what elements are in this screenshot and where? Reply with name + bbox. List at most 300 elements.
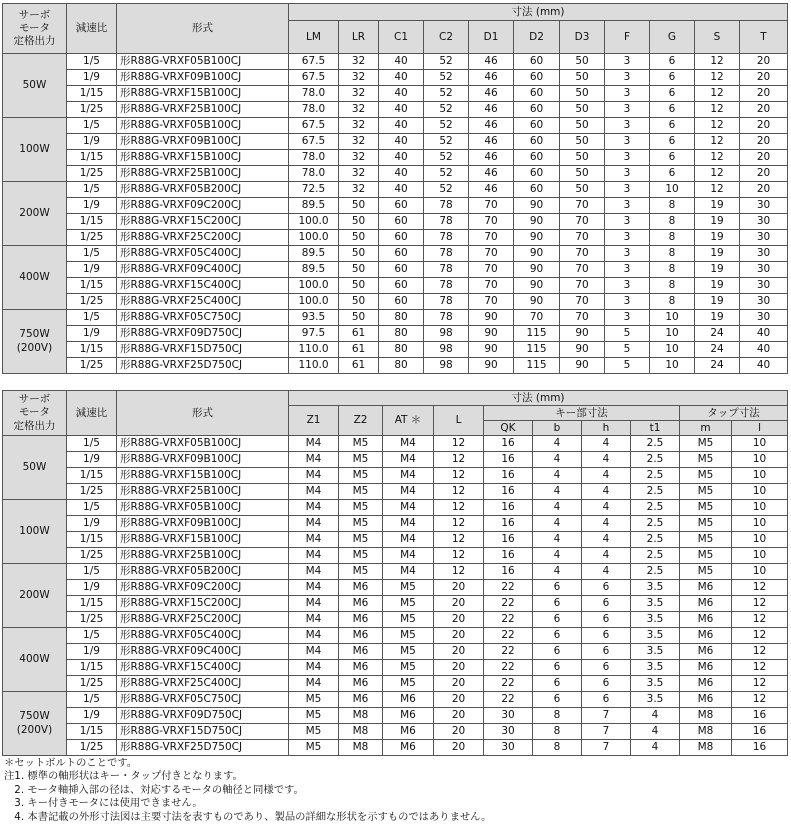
table-row xyxy=(3,548,788,564)
value-cell: 12 xyxy=(695,166,740,182)
value-cell: M5 xyxy=(680,436,732,452)
value-cell: 12 xyxy=(732,612,788,628)
ratio-cell: 1/5 xyxy=(67,182,117,198)
value-cell: 3.5 xyxy=(631,692,680,708)
value-cell: M5 xyxy=(339,548,383,564)
footnote-2: 2. モータ軸挿入部の径は、対応するモータの軸径と同様です。 xyxy=(4,783,304,796)
value-cell: 12 xyxy=(732,580,788,596)
value-cell: 12 xyxy=(732,676,788,692)
value-cell: M6 xyxy=(680,692,732,708)
value-cell: 20 xyxy=(740,166,788,182)
value-cell: 61 xyxy=(339,342,379,358)
value-cell: 4 xyxy=(631,740,680,756)
value-cell: 20 xyxy=(740,182,788,198)
value-cell: 4 xyxy=(533,532,582,548)
value-cell: 30 xyxy=(740,294,788,310)
model-cell: 形R88G-VRXF25D750CJ xyxy=(117,358,289,374)
model-cell: 形R88G-VRXF25C400CJ xyxy=(117,294,289,310)
value-cell: 10 xyxy=(732,436,788,452)
value-cell: 80 xyxy=(379,358,424,374)
ratio-cell: 1/25 xyxy=(67,102,117,118)
value-cell: 12 xyxy=(695,70,740,86)
value-cell: 40 xyxy=(379,118,424,134)
value-cell: M5 xyxy=(339,564,383,580)
value-cell: 70 xyxy=(560,310,605,326)
value-cell: 6 xyxy=(650,134,695,150)
table-row xyxy=(3,230,788,246)
value-cell: 8 xyxy=(533,724,582,740)
value-cell: 12 xyxy=(695,134,740,150)
value-cell: 78 xyxy=(424,262,469,278)
value-cell: 50 xyxy=(560,166,605,182)
model-cell: 形R88G-VRXF09C400CJ xyxy=(117,644,289,660)
ratio-cell: 1/5 xyxy=(67,310,117,326)
value-cell: 30 xyxy=(740,310,788,326)
value-cell: 46 xyxy=(469,86,514,102)
value-cell: 90 xyxy=(514,278,560,294)
dimensions-table-1 xyxy=(2,3,788,374)
value-cell: 19 xyxy=(695,294,740,310)
value-cell: 4 xyxy=(533,484,582,500)
value-cell: 52 xyxy=(424,182,469,198)
ratio-cell: 1/5 xyxy=(67,500,117,516)
value-cell: M4 xyxy=(289,644,339,660)
value-cell: M5 xyxy=(383,596,434,612)
table-row xyxy=(3,182,788,198)
value-cell: M6 xyxy=(339,676,383,692)
value-cell: 3 xyxy=(605,118,650,134)
header-col-d3: D3 xyxy=(560,21,605,54)
header-col-g: G xyxy=(650,21,695,54)
value-cell: M6 xyxy=(339,660,383,676)
servo-output-cell: 100W xyxy=(3,118,67,182)
value-cell: 16 xyxy=(484,468,533,484)
value-cell: 78.0 xyxy=(289,102,339,118)
model-cell: 形R88G-VRXF05B100CJ xyxy=(117,118,289,134)
table-row xyxy=(3,612,788,628)
table-row xyxy=(3,596,788,612)
value-cell: M5 xyxy=(383,628,434,644)
value-cell: 78.0 xyxy=(289,86,339,102)
model-cell: 形R88G-VRXF05B100CJ xyxy=(117,54,289,70)
model-cell: 形R88G-VRXF15B100CJ xyxy=(117,468,289,484)
value-cell: 50 xyxy=(560,118,605,134)
value-cell: 70 xyxy=(469,214,514,230)
table-row xyxy=(3,294,788,310)
value-cell: 6 xyxy=(533,676,582,692)
value-cell: 12 xyxy=(434,436,484,452)
header-model: 形式 xyxy=(117,4,289,54)
value-cell: 78 xyxy=(424,246,469,262)
table-row xyxy=(3,628,788,644)
value-cell: M6 xyxy=(680,596,732,612)
table-row xyxy=(3,54,788,70)
ratio-cell: 1/5 xyxy=(67,118,117,134)
value-cell: 6 xyxy=(582,692,631,708)
header-at: AT ＊ xyxy=(383,406,434,436)
value-cell: 46 xyxy=(469,70,514,86)
value-cell: 12 xyxy=(695,182,740,198)
ratio-cell: 1/25 xyxy=(67,676,117,692)
value-cell: M6 xyxy=(339,692,383,708)
value-cell: M4 xyxy=(383,452,434,468)
value-cell: 3 xyxy=(605,262,650,278)
value-cell: 78 xyxy=(424,278,469,294)
value-cell: M6 xyxy=(680,676,732,692)
value-cell: 20 xyxy=(434,740,484,756)
value-cell: 10 xyxy=(650,182,695,198)
value-cell: 6 xyxy=(650,118,695,134)
value-cell: 40 xyxy=(379,166,424,182)
value-cell: M4 xyxy=(383,484,434,500)
value-cell: 70 xyxy=(560,294,605,310)
value-cell: M5 xyxy=(339,532,383,548)
value-cell: 90 xyxy=(514,198,560,214)
header-col-d1: D1 xyxy=(469,21,514,54)
model-cell: 形R88G-VRXF09B100CJ xyxy=(117,516,289,532)
value-cell: 50 xyxy=(560,86,605,102)
value-cell: 3 xyxy=(605,294,650,310)
value-cell: M8 xyxy=(680,708,732,724)
value-cell: M8 xyxy=(680,724,732,740)
value-cell: 110.0 xyxy=(289,342,339,358)
footnote-4: 4. 本書記載の外形寸法図は主要寸法を表すものであり、製品の詳細な形状を示すものではありません。 xyxy=(4,810,492,823)
value-cell: 40 xyxy=(740,342,788,358)
model-cell: 形R88G-VRXF25B100CJ xyxy=(117,548,289,564)
ratio-cell: 1/9 xyxy=(67,708,117,724)
value-cell: 90 xyxy=(469,358,514,374)
value-cell: M5 xyxy=(680,516,732,532)
value-cell: M5 xyxy=(289,724,339,740)
value-cell: 30 xyxy=(484,708,533,724)
value-cell: 46 xyxy=(469,54,514,70)
value-cell: 12 xyxy=(732,692,788,708)
value-cell: 93.5 xyxy=(289,310,339,326)
value-cell: M5 xyxy=(289,740,339,756)
value-cell: 4 xyxy=(533,564,582,580)
value-cell: M5 xyxy=(680,468,732,484)
model-cell: 形R88G-VRXF09B100CJ xyxy=(117,134,289,150)
model-cell: 形R88G-VRXF25D750CJ xyxy=(117,740,289,756)
value-cell: 40 xyxy=(379,182,424,198)
value-cell: 8 xyxy=(533,740,582,756)
value-cell: M4 xyxy=(289,580,339,596)
header-key-dims: キー部寸法 xyxy=(484,406,680,421)
value-cell: 89.5 xyxy=(289,198,339,214)
value-cell: 78 xyxy=(424,198,469,214)
value-cell: 20 xyxy=(740,70,788,86)
ratio-cell: 1/25 xyxy=(67,358,117,374)
value-cell: M4 xyxy=(289,500,339,516)
model-cell: 形R88G-VRXF09B100CJ xyxy=(117,452,289,468)
value-cell: M6 xyxy=(383,708,434,724)
value-cell: 6 xyxy=(533,580,582,596)
value-cell: 6 xyxy=(650,102,695,118)
value-cell: 5 xyxy=(605,358,650,374)
value-cell: 16 xyxy=(732,724,788,740)
table-row xyxy=(3,198,788,214)
table-row xyxy=(3,468,788,484)
value-cell: 90 xyxy=(514,214,560,230)
value-cell: 19 xyxy=(695,310,740,326)
value-cell: M4 xyxy=(289,468,339,484)
value-cell: 2.5 xyxy=(631,516,680,532)
value-cell: 30 xyxy=(740,230,788,246)
table-row xyxy=(3,150,788,166)
value-cell: M6 xyxy=(680,580,732,596)
table-row xyxy=(3,452,788,468)
value-cell: 80 xyxy=(379,326,424,342)
value-cell: 19 xyxy=(695,214,740,230)
header-col-d2: D2 xyxy=(514,21,560,54)
header-tap-m: m xyxy=(680,421,732,436)
value-cell: 4 xyxy=(582,532,631,548)
ratio-cell: 1/5 xyxy=(67,628,117,644)
value-cell: M4 xyxy=(289,532,339,548)
value-cell: M4 xyxy=(289,612,339,628)
value-cell: 32 xyxy=(339,70,379,86)
value-cell: 12 xyxy=(434,452,484,468)
value-cell: 4 xyxy=(582,468,631,484)
value-cell: 20 xyxy=(434,676,484,692)
value-cell: 60 xyxy=(379,278,424,294)
value-cell: 40 xyxy=(379,86,424,102)
value-cell: 78.0 xyxy=(289,166,339,182)
value-cell: 6 xyxy=(582,676,631,692)
ratio-cell: 1/25 xyxy=(67,612,117,628)
value-cell: 6 xyxy=(582,596,631,612)
value-cell: 10 xyxy=(650,310,695,326)
value-cell: 22 xyxy=(484,580,533,596)
value-cell: 8 xyxy=(650,230,695,246)
value-cell: 52 xyxy=(424,166,469,182)
model-cell: 形R88G-VRXF15B100CJ xyxy=(117,150,289,166)
value-cell: 3 xyxy=(605,278,650,294)
ratio-cell: 1/15 xyxy=(67,214,117,230)
value-cell: 30 xyxy=(740,246,788,262)
model-cell: 形R88G-VRXF15C200CJ xyxy=(117,596,289,612)
value-cell: 70 xyxy=(514,310,560,326)
value-cell: 2.5 xyxy=(631,500,680,516)
value-cell: M4 xyxy=(289,564,339,580)
value-cell: 16 xyxy=(484,452,533,468)
value-cell: 20 xyxy=(434,708,484,724)
value-cell: 6 xyxy=(650,166,695,182)
value-cell: 4 xyxy=(631,708,680,724)
value-cell: M5 xyxy=(680,484,732,500)
value-cell: 22 xyxy=(484,596,533,612)
value-cell: 115 xyxy=(514,326,560,342)
value-cell: 4 xyxy=(582,436,631,452)
value-cell: 52 xyxy=(424,54,469,70)
model-cell: 形R88G-VRXF25B100CJ xyxy=(117,484,289,500)
value-cell: 12 xyxy=(695,102,740,118)
value-cell: 2.5 xyxy=(631,484,680,500)
footnotes xyxy=(4,757,784,824)
value-cell: 20 xyxy=(434,724,484,740)
value-cell: 10 xyxy=(732,500,788,516)
value-cell: 6 xyxy=(533,644,582,660)
value-cell: 4 xyxy=(631,724,680,740)
value-cell: 32 xyxy=(339,118,379,134)
value-cell: 50 xyxy=(339,214,379,230)
value-cell: 40 xyxy=(379,150,424,166)
value-cell: 22 xyxy=(484,612,533,628)
table-row xyxy=(3,86,788,102)
value-cell: M4 xyxy=(289,484,339,500)
value-cell: 6 xyxy=(582,644,631,660)
value-cell: M6 xyxy=(339,644,383,660)
value-cell: 10 xyxy=(732,516,788,532)
value-cell: 50 xyxy=(560,134,605,150)
value-cell: 12 xyxy=(434,500,484,516)
ratio-cell: 1/15 xyxy=(67,724,117,740)
table-row xyxy=(3,102,788,118)
table-row xyxy=(3,500,788,516)
value-cell: 70 xyxy=(560,262,605,278)
header-l: L xyxy=(434,406,484,436)
value-cell: M8 xyxy=(339,724,383,740)
value-cell: 46 xyxy=(469,166,514,182)
ratio-cell: 1/15 xyxy=(67,342,117,358)
value-cell: M5 xyxy=(289,692,339,708)
header-z2: Z2 xyxy=(339,406,383,436)
value-cell: M6 xyxy=(680,628,732,644)
value-cell: 16 xyxy=(484,532,533,548)
value-cell: 60 xyxy=(514,150,560,166)
value-cell: 8 xyxy=(650,262,695,278)
value-cell: 7 xyxy=(582,740,631,756)
value-cell: 90 xyxy=(469,310,514,326)
value-cell: 22 xyxy=(484,692,533,708)
header-servo-output: サーボ モータ 定格出力 xyxy=(3,4,67,54)
value-cell: 78.0 xyxy=(289,150,339,166)
table-row xyxy=(3,436,788,452)
value-cell: 40 xyxy=(379,134,424,150)
value-cell: 70 xyxy=(560,230,605,246)
value-cell: 52 xyxy=(424,150,469,166)
value-cell: 7 xyxy=(582,708,631,724)
value-cell: M5 xyxy=(680,500,732,516)
value-cell: 67.5 xyxy=(289,70,339,86)
table-row xyxy=(3,310,788,326)
model-cell: 形R88G-VRXF05C750CJ xyxy=(117,692,289,708)
value-cell: 70 xyxy=(469,262,514,278)
value-cell: 90 xyxy=(514,262,560,278)
value-cell: 70 xyxy=(469,246,514,262)
header-col-c2: C2 xyxy=(424,21,469,54)
value-cell: 24 xyxy=(695,326,740,342)
ratio-cell: 1/25 xyxy=(67,230,117,246)
value-cell: 20 xyxy=(740,102,788,118)
value-cell: 3 xyxy=(605,230,650,246)
table-row xyxy=(3,70,788,86)
value-cell: 60 xyxy=(379,230,424,246)
value-cell: 52 xyxy=(424,118,469,134)
header-servo-output: サーボ モータ 定格出力 xyxy=(3,391,67,436)
ratio-cell: 1/15 xyxy=(67,660,117,676)
value-cell: 3 xyxy=(605,54,650,70)
header-z1: Z1 xyxy=(289,406,339,436)
value-cell: 6 xyxy=(582,628,631,644)
value-cell: 60 xyxy=(514,166,560,182)
value-cell: 60 xyxy=(379,262,424,278)
value-cell: M6 xyxy=(383,724,434,740)
value-cell: 90 xyxy=(514,246,560,262)
dimensions-table-2 xyxy=(2,390,788,756)
value-cell: 19 xyxy=(695,230,740,246)
value-cell: 40 xyxy=(379,54,424,70)
header-key-t1: t1 xyxy=(631,421,680,436)
header-col-t: T xyxy=(740,21,788,54)
value-cell: 61 xyxy=(339,326,379,342)
header-col-s: S xyxy=(695,21,740,54)
value-cell: 60 xyxy=(379,246,424,262)
header-tap-dims: タップ寸法 xyxy=(680,406,788,421)
value-cell: 6 xyxy=(533,628,582,644)
ratio-cell: 1/5 xyxy=(67,564,117,580)
model-cell: 形R88G-VRXF09C200CJ xyxy=(117,580,289,596)
value-cell: 50 xyxy=(339,246,379,262)
value-cell: M4 xyxy=(289,436,339,452)
value-cell: 32 xyxy=(339,150,379,166)
value-cell: 90 xyxy=(560,358,605,374)
model-cell: 形R88G-VRXF25C400CJ xyxy=(117,676,289,692)
header-col-lr: LR xyxy=(339,21,379,54)
value-cell: 8 xyxy=(533,708,582,724)
header-col-c1: C1 xyxy=(379,21,424,54)
value-cell: 115 xyxy=(514,342,560,358)
value-cell: 100.0 xyxy=(289,294,339,310)
value-cell: 90 xyxy=(560,342,605,358)
value-cell: 2.5 xyxy=(631,436,680,452)
value-cell: 3 xyxy=(605,214,650,230)
value-cell: 6 xyxy=(533,612,582,628)
value-cell: 3 xyxy=(605,246,650,262)
model-cell: 形R88G-VRXF25B100CJ xyxy=(117,102,289,118)
model-cell: 形R88G-VRXF05C750CJ xyxy=(117,310,289,326)
value-cell: 16 xyxy=(484,516,533,532)
value-cell: 8 xyxy=(650,246,695,262)
value-cell: M6 xyxy=(680,612,732,628)
model-cell: 形R88G-VRXF09C200CJ xyxy=(117,198,289,214)
table-row xyxy=(3,246,788,262)
value-cell: 2.5 xyxy=(631,468,680,484)
value-cell: 12 xyxy=(732,644,788,660)
value-cell: 16 xyxy=(484,548,533,564)
value-cell: 20 xyxy=(740,86,788,102)
value-cell: 32 xyxy=(339,182,379,198)
value-cell: 4 xyxy=(533,436,582,452)
value-cell: 12 xyxy=(732,628,788,644)
table-row xyxy=(3,676,788,692)
value-cell: 52 xyxy=(424,86,469,102)
value-cell: 6 xyxy=(582,660,631,676)
value-cell: 3 xyxy=(605,150,650,166)
value-cell: M6 xyxy=(383,740,434,756)
value-cell: 12 xyxy=(434,564,484,580)
table-row xyxy=(3,214,788,230)
servo-output-cell: 100W xyxy=(3,500,67,564)
header-dimensions: 寸法 (mm) xyxy=(289,4,788,21)
value-cell: M5 xyxy=(383,644,434,660)
value-cell: 2.5 xyxy=(631,564,680,580)
value-cell: 24 xyxy=(695,342,740,358)
value-cell: 60 xyxy=(514,54,560,70)
value-cell: 67.5 xyxy=(289,118,339,134)
value-cell: 10 xyxy=(650,342,695,358)
value-cell: M5 xyxy=(339,468,383,484)
